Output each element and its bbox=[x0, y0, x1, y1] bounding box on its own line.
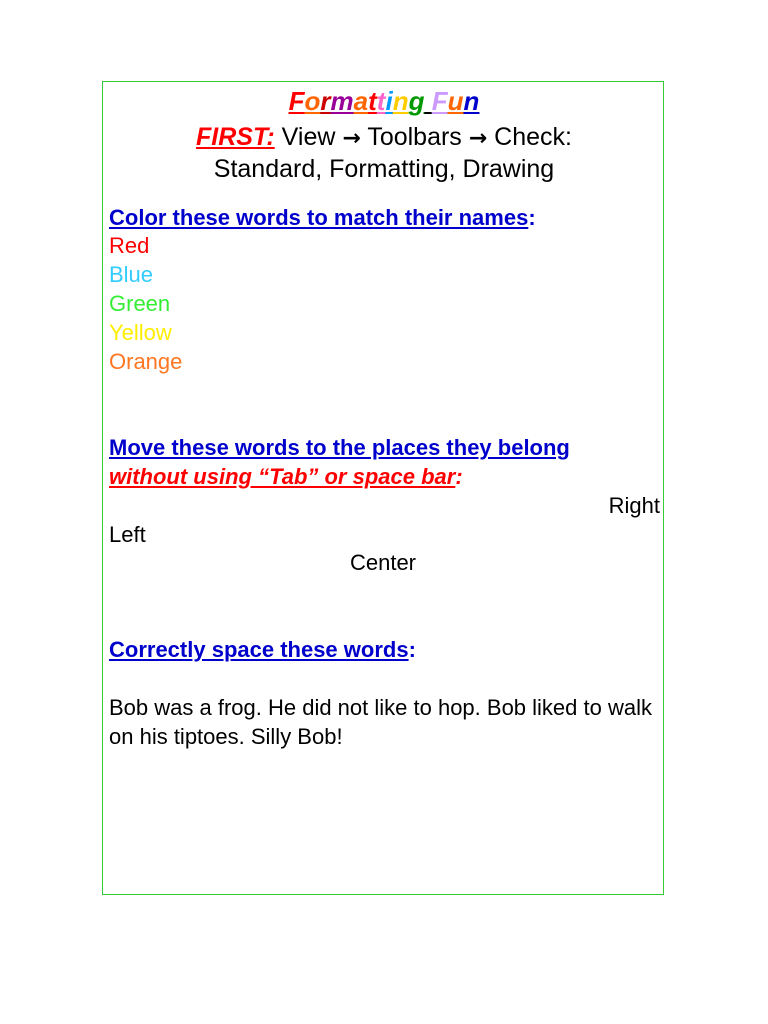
title-letter: g bbox=[408, 86, 425, 116]
color-word-yellow: Yellow bbox=[109, 320, 172, 345]
color-word-green: Green bbox=[109, 291, 171, 316]
title-letter: t bbox=[376, 86, 386, 116]
title-letter: n bbox=[392, 86, 409, 116]
title-letter: m bbox=[330, 86, 354, 116]
right-word: Right bbox=[608, 493, 660, 518]
arrow-right-icon: → bbox=[468, 126, 488, 151]
center-word: Center bbox=[349, 550, 417, 575]
color-section-heading-line bbox=[109, 203, 536, 232]
first-label: FIRST: bbox=[196, 123, 275, 151]
bob-paragraph: Bob was a frog. He did not like to hop. Bob liked to walk on his tiptoes. Silly Bob! bbox=[109, 695, 652, 749]
title-letter: F bbox=[431, 86, 448, 116]
toolbars-list: Standard, Formatting, Drawing bbox=[213, 155, 555, 183]
arrow-right-icon: → bbox=[342, 126, 361, 151]
left-word: Left bbox=[109, 522, 146, 547]
space-section-heading-line bbox=[109, 635, 416, 664]
color-word-blue: Blue bbox=[109, 262, 154, 287]
move-section-heading-line bbox=[109, 433, 570, 462]
title-letter: F bbox=[288, 86, 305, 116]
color-section-heading: Color these words to match their names bbox=[109, 205, 529, 230]
space-section-heading: Correctly space these words bbox=[109, 637, 409, 662]
move-section-colon: : bbox=[455, 464, 463, 489]
color-word-red: Red bbox=[109, 233, 150, 258]
color-section-colon: : bbox=[528, 205, 536, 230]
title-letter: n bbox=[463, 86, 480, 116]
title-letter: t bbox=[368, 86, 377, 116]
check-word: Check: bbox=[494, 123, 572, 151]
title-letter bbox=[424, 86, 431, 116]
title-letter: o bbox=[304, 86, 321, 116]
title-letter: i bbox=[385, 86, 393, 116]
move-section-heading: Move these words to the places they belong bbox=[109, 435, 570, 460]
title-letter: u bbox=[447, 86, 464, 116]
space-section-colon: : bbox=[408, 637, 416, 662]
first-instruction-line bbox=[0, 121, 768, 155]
move-section-subheading-line bbox=[109, 462, 463, 491]
toolbars-word: Toolbars bbox=[367, 123, 462, 151]
worksheet-title bbox=[0, 84, 768, 118]
title-letter: a bbox=[353, 86, 369, 116]
move-section-subheading: without using “Tab” or space bar bbox=[109, 464, 456, 489]
title-letter: r bbox=[320, 86, 331, 116]
color-word-orange: Orange bbox=[109, 349, 183, 374]
view-word: View bbox=[281, 123, 336, 151]
